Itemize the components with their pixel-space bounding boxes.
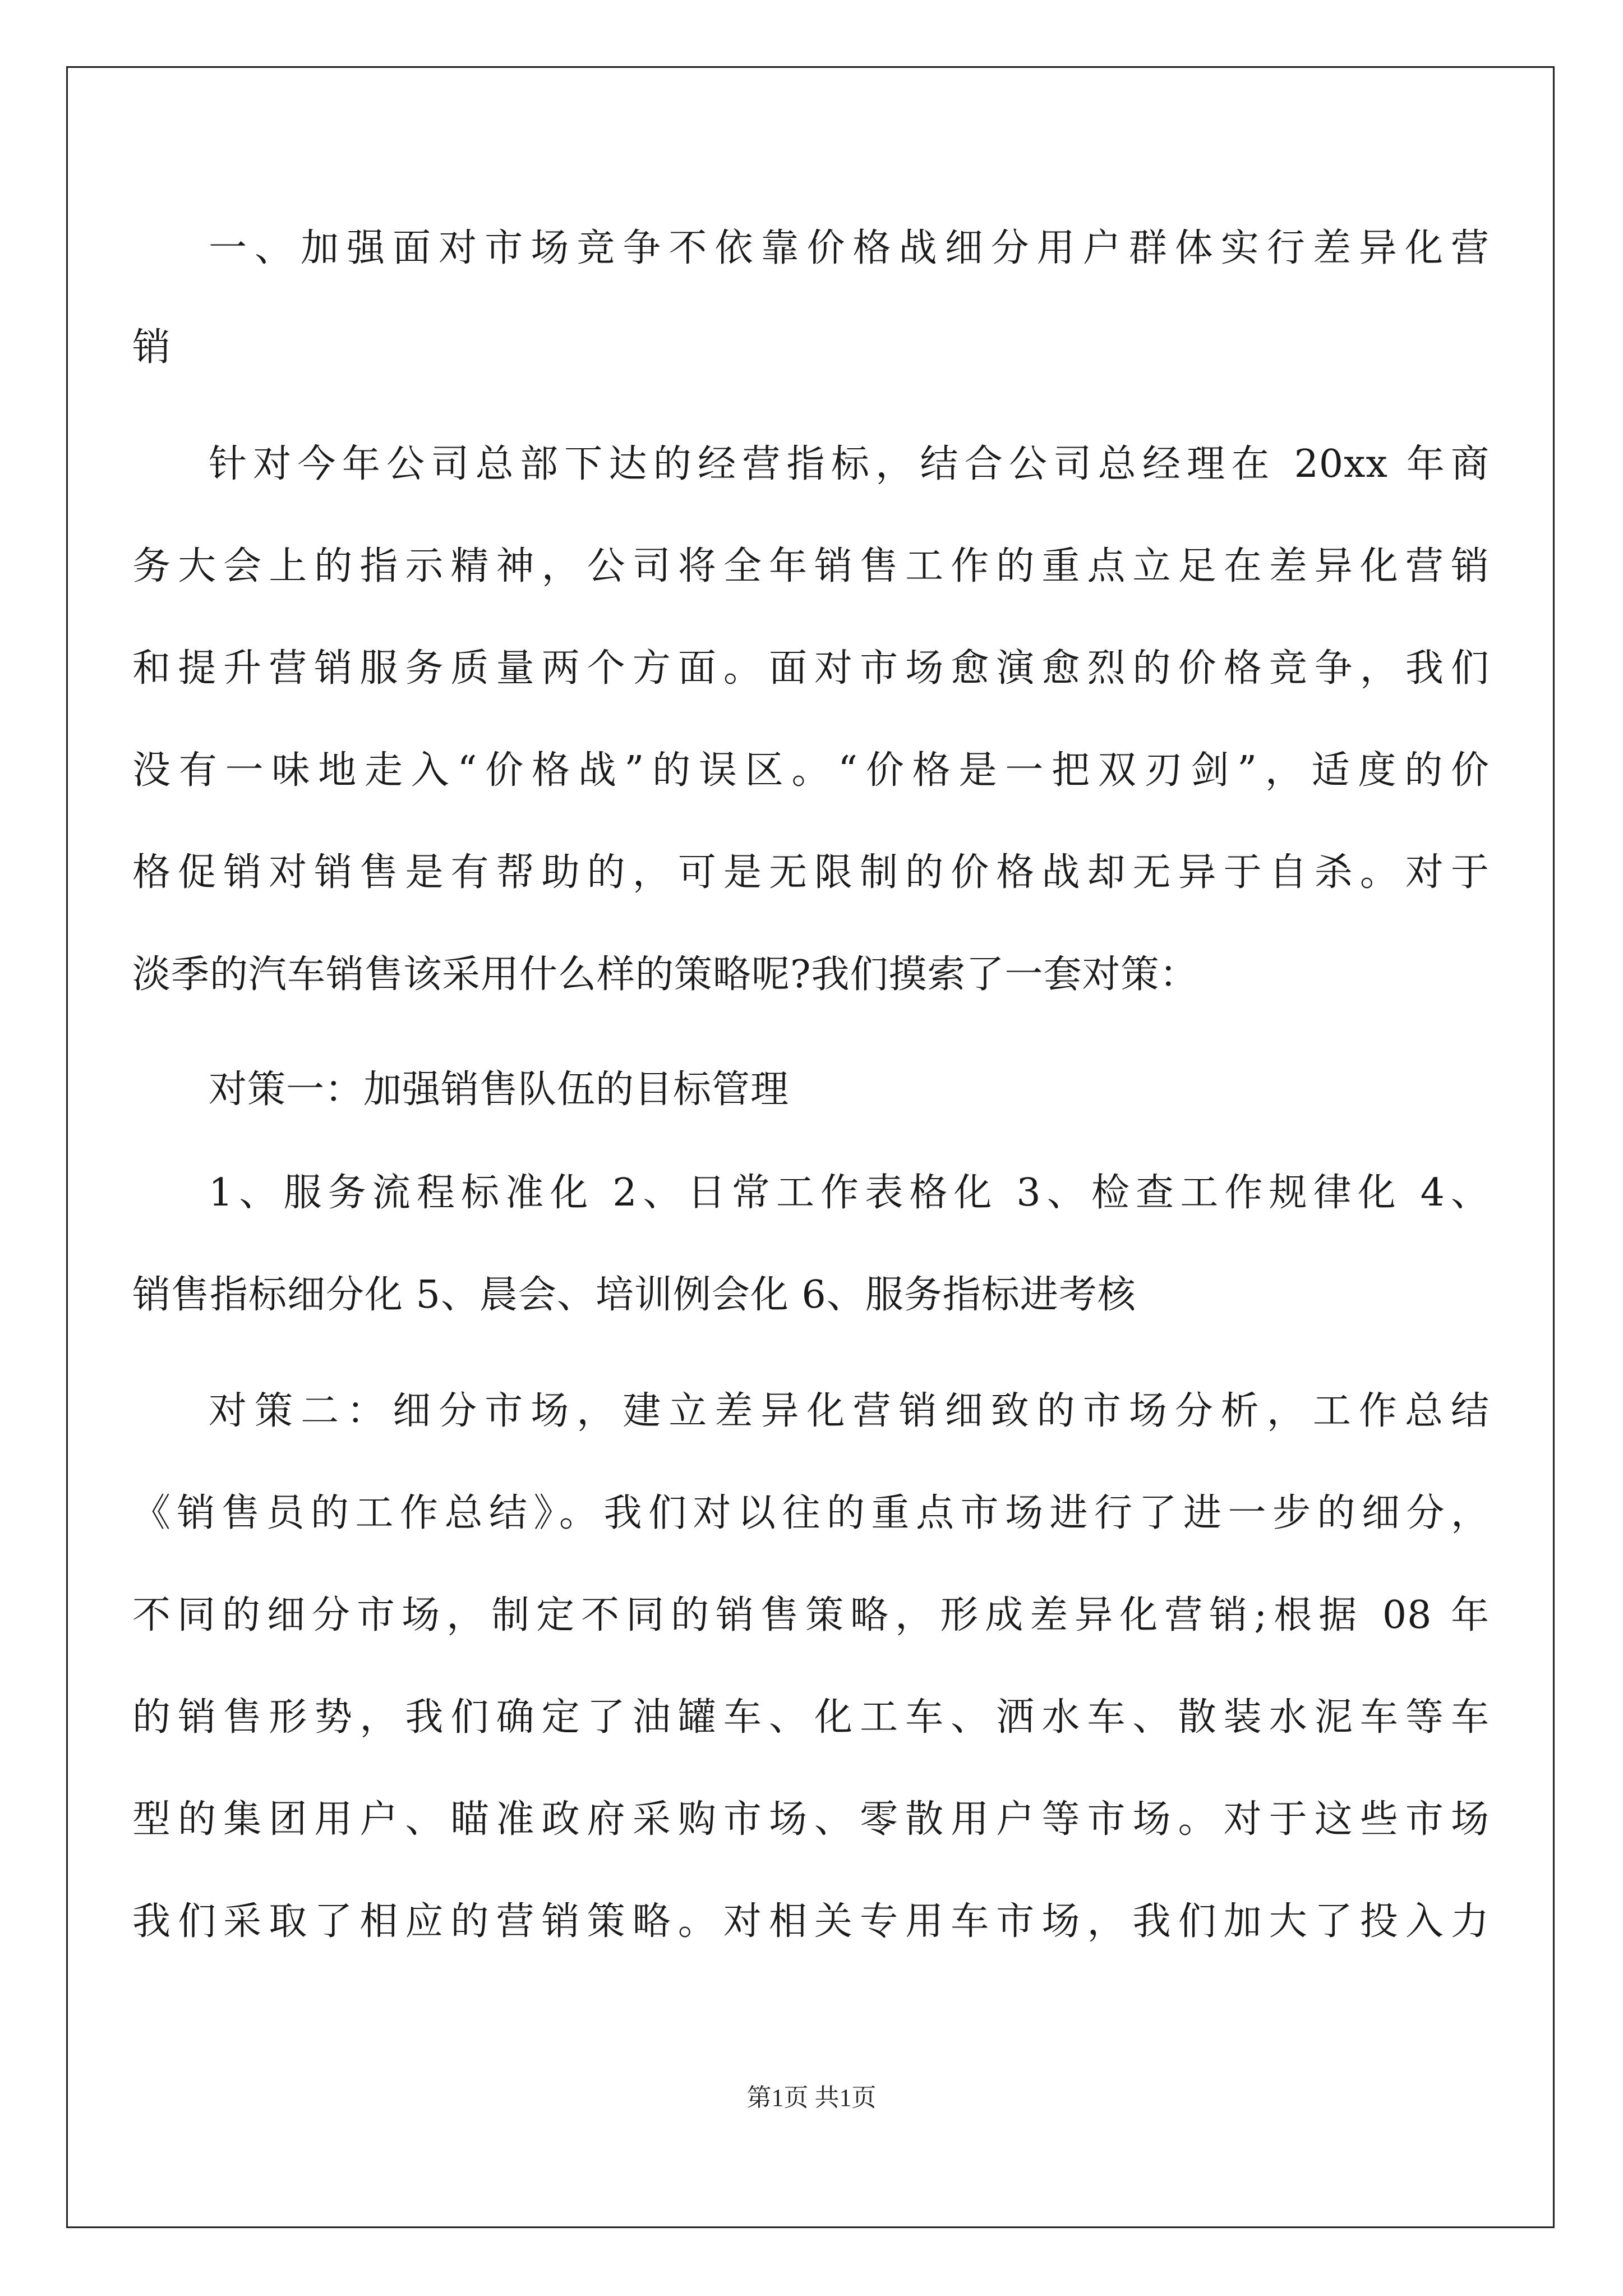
- text-line: 对策二：细分市场，建立差异化营销细致的市场分析，工作总结: [209, 1389, 1490, 1433]
- text-line: 1、服务流程标准化 2、日常工作表格化 3、检查工作规律化 4、: [209, 1171, 1490, 1215]
- text-line: 格促销对销售是有帮助的，可是无限制的价格战却无异于自杀。对于: [132, 850, 1490, 895]
- text-line: 不同的细分市场，制定不同的销售策略，形成差异化营销;根据 08 年: [132, 1593, 1490, 1637]
- text-line: 没有一味地走入“价格战”的误区。“价格是一把双刃剑”，适度的价: [132, 748, 1490, 793]
- text-line: 务大会上的指示精神，公司将全年销售工作的重点立足在差异化营销: [132, 544, 1490, 588]
- text-line: 淡季的汽车销售该采用什么样的策略呢?我们摸索了一套对策：: [132, 953, 1198, 997]
- text-line: 我们采取了相应的营销策略。对相关专用车市场，我们加大了投入力: [132, 1899, 1490, 1944]
- page-footer: 第1页 共1页: [746, 2084, 877, 2111]
- text-line: 的销售形势，我们确定了油罐车、化工车、洒水车、散装水泥车等车: [132, 1695, 1490, 1740]
- text-line: 销: [132, 325, 172, 370]
- text-line: 型的集团用户、瞄准政府采购市场、零散用户等市场。对于这些市场: [132, 1797, 1490, 1842]
- text-line: 和提升营销服务质量两个方面。面对市场愈演愈烈的价格竞争，我们: [132, 646, 1490, 691]
- text-line: 针对今年公司总部下达的经营指标，结合公司总经理在 20xx 年商: [209, 442, 1490, 486]
- text-line: 一、加强面对市场竞争不依靠价格战细分用户群体实行差异化营: [209, 226, 1490, 270]
- text-line: 对策一：加强销售队伍的目标管理: [209, 1068, 790, 1112]
- text-line: 《销售员的工作总结》。我们对以往的重点市场进行了进一步的细分，: [132, 1491, 1490, 1535]
- text-line: 销售指标细分化 5、晨会、培训例会化 6、服务指标进考核: [132, 1273, 1136, 1317]
